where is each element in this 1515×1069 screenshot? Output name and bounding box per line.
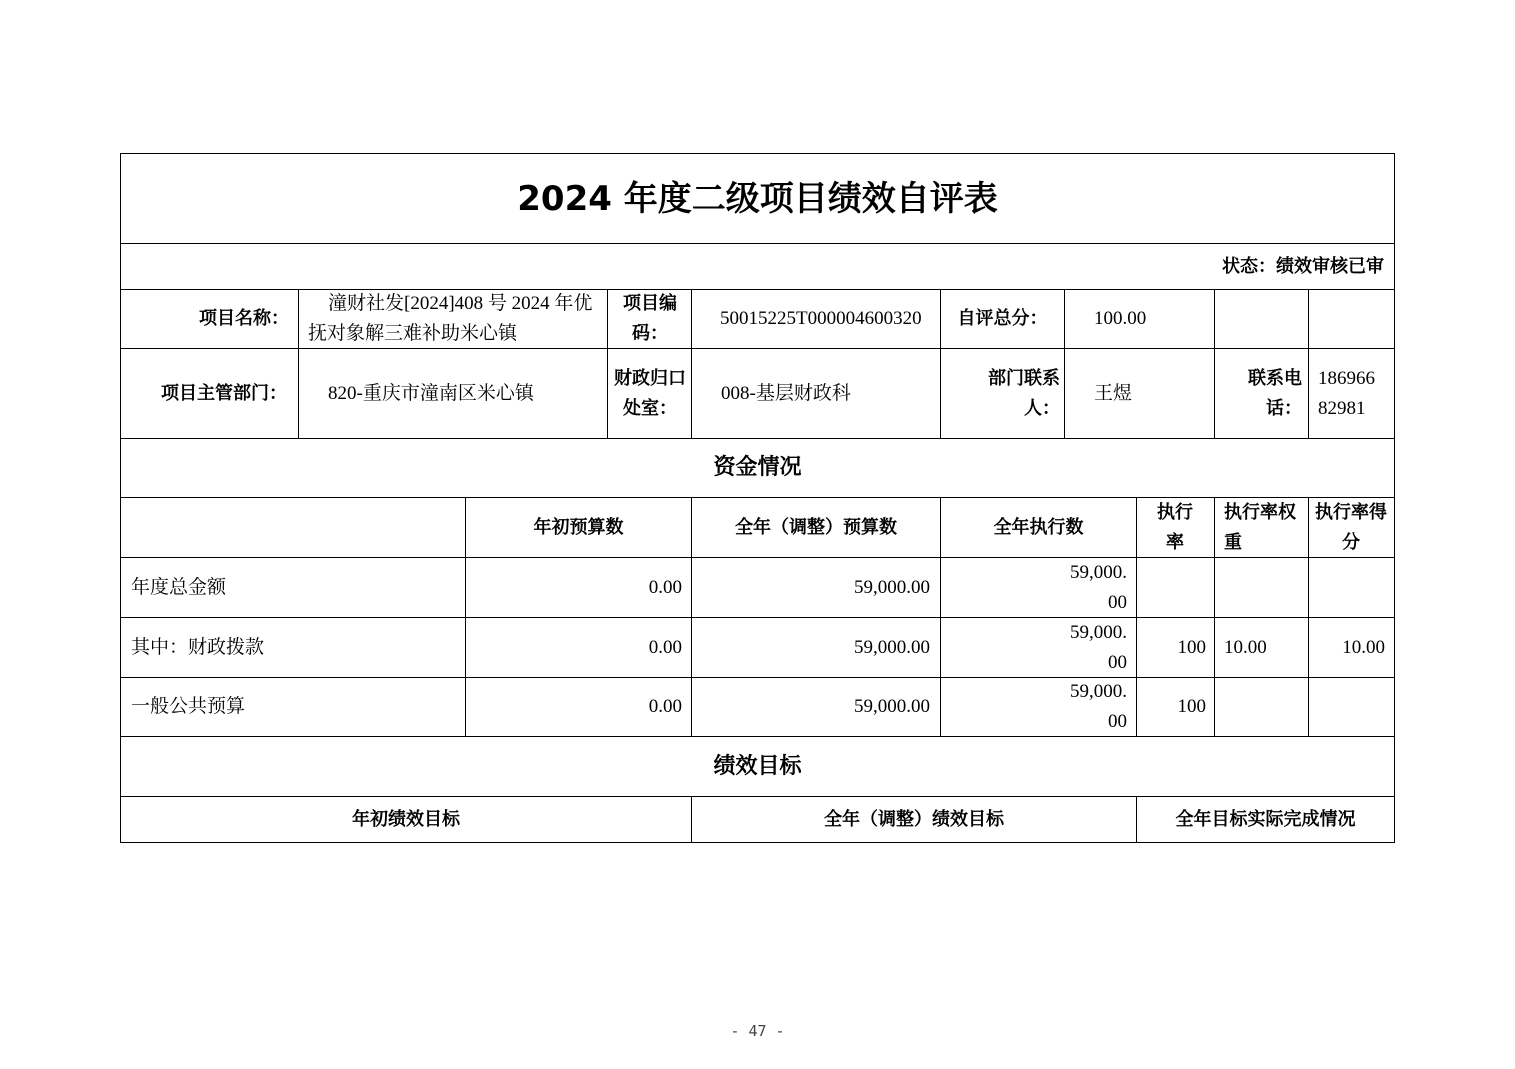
table-cell: 0.00 <box>648 696 682 717</box>
contact-value: 王煜 <box>1094 382 1133 404</box>
self-score-value: 100.00 <box>1094 308 1147 329</box>
status-text: 状态：绩效审核已审 <box>1222 255 1384 277</box>
table-cell: 59,000.00 <box>854 696 930 717</box>
phone-label: 联系电话： <box>1248 367 1302 419</box>
targets-header-adjusted: 全年（调整）绩效目标 <box>824 808 1004 830</box>
finance-office-label: 财政归口处室： <box>614 367 686 419</box>
page-number: - 47 - <box>730 1022 785 1040</box>
table-row-label: 一般公共预算 <box>131 696 246 717</box>
table-row-label: 其中：财政拨款 <box>131 636 265 658</box>
table-cell: 10.00 <box>1224 636 1267 658</box>
table-cell: 100 <box>1177 696 1206 717</box>
project-code-value: 50015225T000004600320 <box>720 308 922 329</box>
funds-header-exec-rate: 执行率 <box>1157 501 1193 553</box>
project-name-label: 项目名称： <box>199 308 289 329</box>
funds-header-rate-weight: 执行率权重 <box>1224 501 1296 553</box>
table-cell <box>1224 558 1304 617</box>
finance-office-value: 008-基层财政科 <box>721 382 851 404</box>
table-cell: 59,000.00 <box>1070 561 1127 613</box>
table-cell: 0.00 <box>648 576 682 598</box>
table-cell: 0.00 <box>648 636 682 658</box>
funds-header-rate-score: 执行率得分 <box>1315 501 1387 553</box>
dept-value: 820-重庆市潼南区米心镇 <box>328 382 534 404</box>
table-cell <box>1137 558 1206 617</box>
table-cell <box>1309 678 1385 736</box>
targets-header-initial: 年初绩效目标 <box>352 808 460 830</box>
funds-header-initial-budget: 年初预算数 <box>533 516 624 538</box>
contact-label: 部门联系人： <box>988 367 1060 419</box>
dept-label: 项目主管部门： <box>161 382 287 404</box>
funds-section-title: 资金情况 <box>713 455 802 480</box>
funds-header-adjusted-budget: 全年（调整）预算数 <box>735 516 897 538</box>
self-score-label: 自评总分： <box>957 308 1048 329</box>
table-cell <box>1309 558 1385 617</box>
phone-value: 18696682981 <box>1318 367 1375 419</box>
targets-section-title: 绩效目标 <box>713 753 802 779</box>
table-cell: 10.00 <box>1342 636 1385 658</box>
table-cell: 59,000.00 <box>854 636 930 658</box>
table-cell <box>1224 678 1304 736</box>
table-cell: 59,000.00 <box>1070 681 1127 732</box>
project-code-label: 项目编码： <box>623 293 677 344</box>
funds-header-executed: 全年执行数 <box>993 516 1084 538</box>
table-cell: 59,000.00 <box>1070 621 1127 673</box>
form-title: 2024 年度二级项目绩效自评表 <box>517 178 998 219</box>
table-row-label: 年度总金额 <box>131 576 227 598</box>
table-cell: 100 <box>1177 636 1206 658</box>
project-name-value: 潼财社发[2024]408 号 2024 年优抚对象解三难补助米心镇 <box>308 293 593 344</box>
targets-header-completion: 全年目标实际完成情况 <box>1175 808 1356 830</box>
table-cell: 59,000.00 <box>854 576 930 598</box>
